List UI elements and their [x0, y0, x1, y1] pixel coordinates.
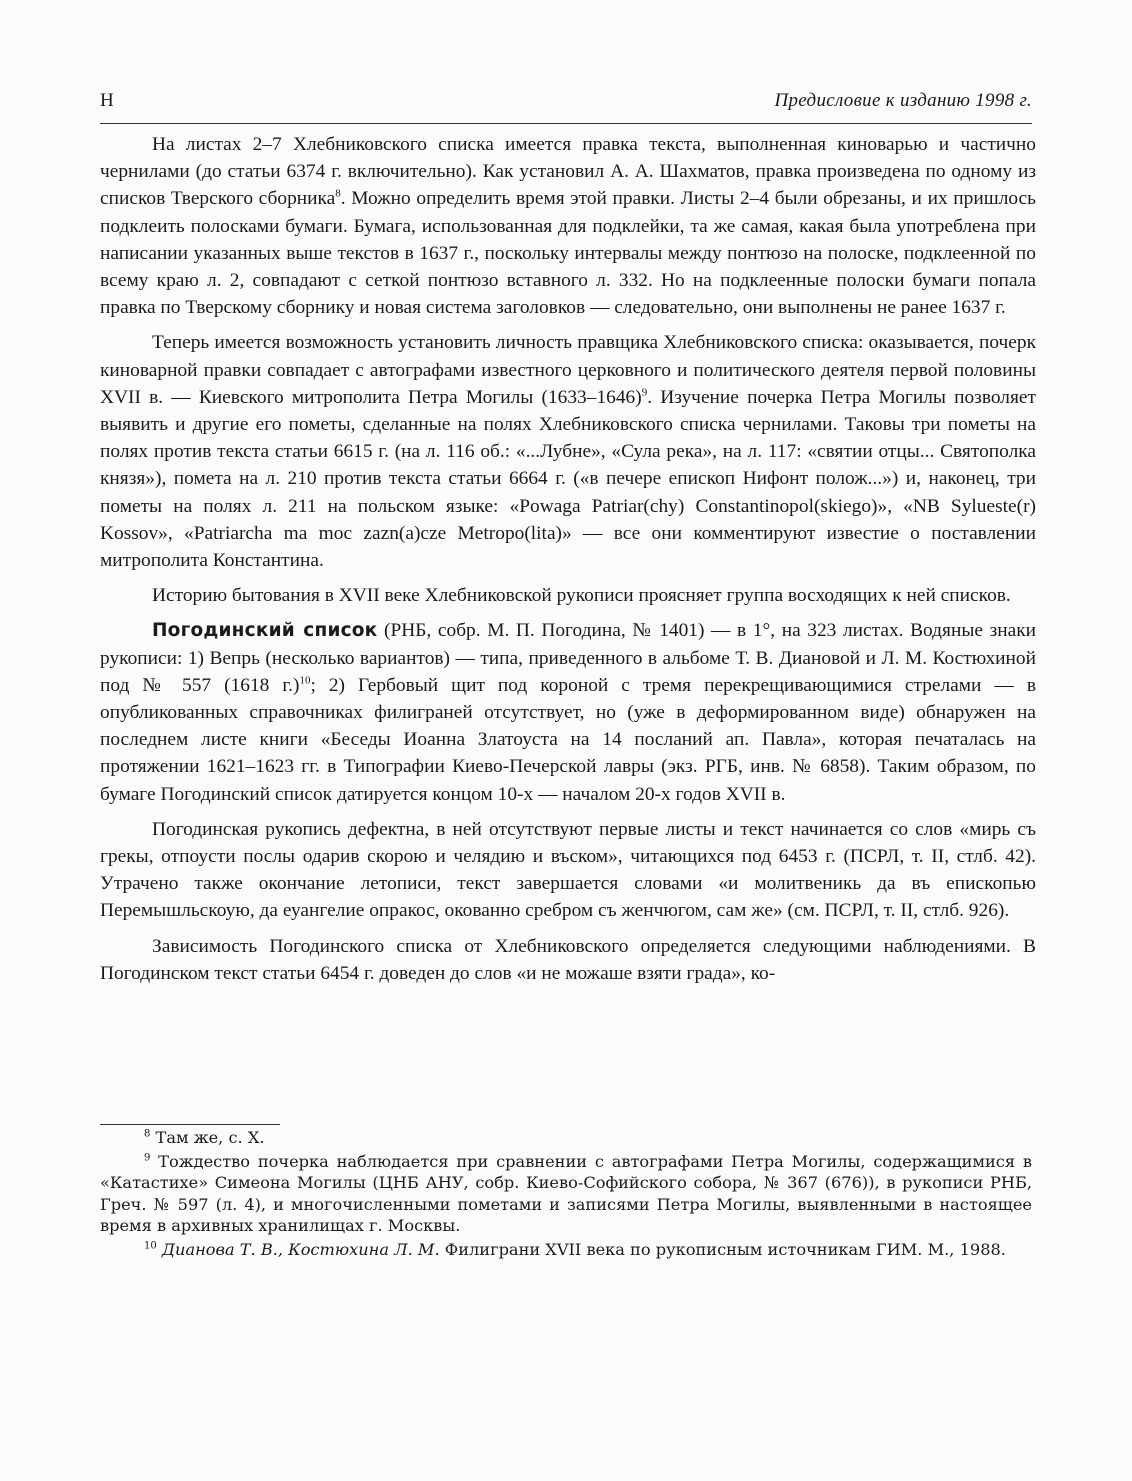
page-number: Н	[100, 90, 114, 111]
running-title: Предисловие к изданию 1998 г.	[774, 90, 1032, 111]
footnote-ref-10[interactable]: 10	[299, 674, 311, 687]
paragraph-5: Погодинская рукопись дефектна, в ней отсутствуют первые листы и текст начинается со слов «мирь съ грекы, отпоусти послы одарив скорою и челядию и въском», читающихся под 6453 г. (ПСРЛ, т. II, стлб. 42). Утрачено также окончание летописи, текст завершается словами «и молитвеникь да въ епископью Перемышльскоую, да еуангелие опракос, окованно сребром съ женчюгом, сам же» (см. ПСРЛ, т. II, стлб. 926).	[100, 818, 1036, 922]
paragraph-3: Историю бытования в XVII веке Хлебниковской рукописи проясняет группа восходящих к ней списков.	[152, 585, 1011, 607]
header-rule	[100, 123, 1032, 124]
footnote-8: $^8$ Там же, с. Х.	[144, 1128, 265, 1147]
footnotes	[100, 1127, 1032, 1262]
main-text	[100, 131, 1036, 995]
paragraph-4: Погодинский список (РНБ, собр. М. П. Погодина, № 1401) — в 1°, на 323 листах. Водяные знаки рукописи: 1) Вепрь (несколько вариантов) — типа, приведенного в альбоме Т. В. Диановой и Л. М. Костюхиной под № 557 (1618 г.)$^{10}$; 2) Гербовый щит под короной с тремя перекрещивающимися стрелами — в опубликованных справочниках филиграней отсутствует, но (уже в деформированном виде) обнаружен на последнем листе книги «Беседы Иоанна Златоуста на 14 посланий ап. Павла», которая печаталась на протяжении 1621–1623 гг. в Типографии Киево-Печерской лавры (экз. РГБ, инв. № 6858). Таким образом, по бумаге Погодинский список датируется концом 10-х — началом 20-х годов XVII в.	[100, 620, 1037, 805]
section-heading-pogodin: Погодинский список	[152, 620, 378, 642]
footnote-ref-8[interactable]: 8	[335, 187, 341, 200]
paragraph-2: Теперь имеется возможность установить личность правщика Хлебниковского списка: оказывается, почерк киноварной правки совпадает с автографами известного церковного и политического деятеля первой половины XVII в. — Киевского митрополита Петра Могилы (1633–1646)$^9$. Изучение почерка Петра Могилы позволяет выявить и другие его пометы, сделанные на полях Хлебниковского списка чернилами. Таковы три пометы на полях против текста статьи 6615 г. (на л. 116 об.: «...Лубне», «Сула река», на л. 117: «святии отцы... Святополка князя»), помета на л. 210 против текста статьи 6664 г. («в печере епископ Нифонт полож...») и, наконец, три пометы на полях л. 211 на польском языке: «Powaga Patriar(chy) Constantinopol(skiego)», «NB Sylueste(r) Kossov», «Patriarcha ma moc zazn(a)cze Metropo(lita)» — все они комментируют известие о поставлении митрополита Константина.	[100, 332, 1036, 572]
page-header	[100, 86, 1032, 116]
footnote-10: $^{10}$ Дианова Т. В., Костюхина Л. М. Филиграни XVII века по рукописным источникам ГИМ. М., 1988.	[144, 1239, 1006, 1259]
paragraph-6: Зависимость Погодинского списка от Хлебниковского определяется следующими наблюдениями. В Погодинском текст статьи 6454 г. доведен до слов «и не можаше взяти града», ко-	[100, 935, 1036, 984]
footnote-rule	[100, 1124, 280, 1125]
paragraph-1: На листах 2–7 Хлебниковского списка имеется правка текста, выполненная киноварью и частично чернилами (до статьи 6374 г. включительно). Как установил А. А. Шахматов, правка произведена по одному из списков Тверского сборника$^8$. Можно определить время этой правки. Листы 2–4 были обрезаны, и их пришлось подклеить полосками бумаги. Бумага, использованная для подклейки, та же самая, какая была употреблена при написании указанных выше текстов в 1637 г., поскольку интервалы между понтюзо на полоске, подклеенной по всему краю л. 2, совпадают с сеткой понтюзо вставного л. 332. Но на подклеенные полоски бумаги попала правка по Тверскому сборнику и новая система заголовков — следовательно, они выполнены не ранее 1637 г.	[100, 134, 1036, 319]
footnote-ref-9[interactable]: 9	[641, 386, 648, 399]
footnote-9: $^9$ Тождество почерка наблюдается при сравнении с автографами Петра Могилы, содержащимися в «Катастихе» Симеона Могилы (ЦНБ АНУ, собр. Киево-Софийского собора, № 367 (676)), в рукописи РНБ, Греч. № 597 (л. 4), и многочисленными пометами и записями Петра Могилы, выявленными в настоящее время в архивных хранилищах г. Москвы.	[100, 1151, 1032, 1235]
